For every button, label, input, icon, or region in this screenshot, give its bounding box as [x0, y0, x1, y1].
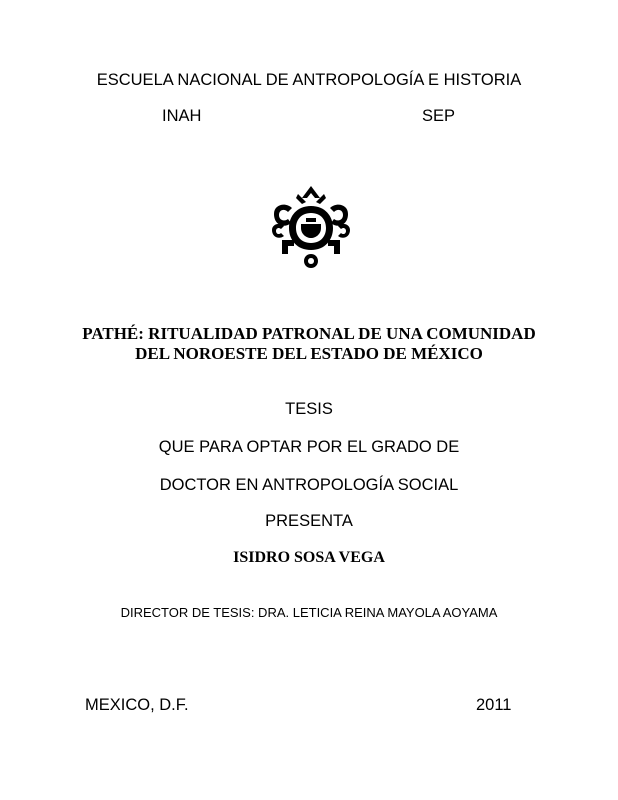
thesis-director: DIRECTOR DE TESIS: DRA. LETICIA REINA MAYOLA AOYAMA	[120, 605, 498, 620]
place-label: MEXICO, D.F.	[85, 696, 189, 714]
degree-purpose-line-1: QUE PARA OPTAR POR EL GRADO DE	[158, 438, 460, 456]
sep-label: SEP	[422, 107, 456, 125]
aztec-glyph-emblem-icon	[268, 184, 354, 270]
thesis-title-line-1: PATHÉ: RITUALIDAD PATRONAL DE UNA COMUNIDAD	[82, 324, 536, 343]
degree-purpose-line-2: DOCTOR EN ANTROPOLOGÍA SOCIAL	[159, 476, 459, 494]
year-label: 2011	[476, 696, 512, 714]
institution-name: ESCUELA NACIONAL DE ANTROPOLOGÍA E HISTORIA	[96, 71, 522, 89]
document-type: TESIS	[285, 400, 333, 418]
inah-label: INAH	[162, 107, 202, 125]
thesis-title-line-2: DEL NOROESTE DEL ESTADO DE MÉXICO	[135, 344, 483, 363]
author-name: ISIDRO SOSA VEGA	[233, 549, 385, 566]
presents-label: PRESENTA	[265, 512, 353, 530]
